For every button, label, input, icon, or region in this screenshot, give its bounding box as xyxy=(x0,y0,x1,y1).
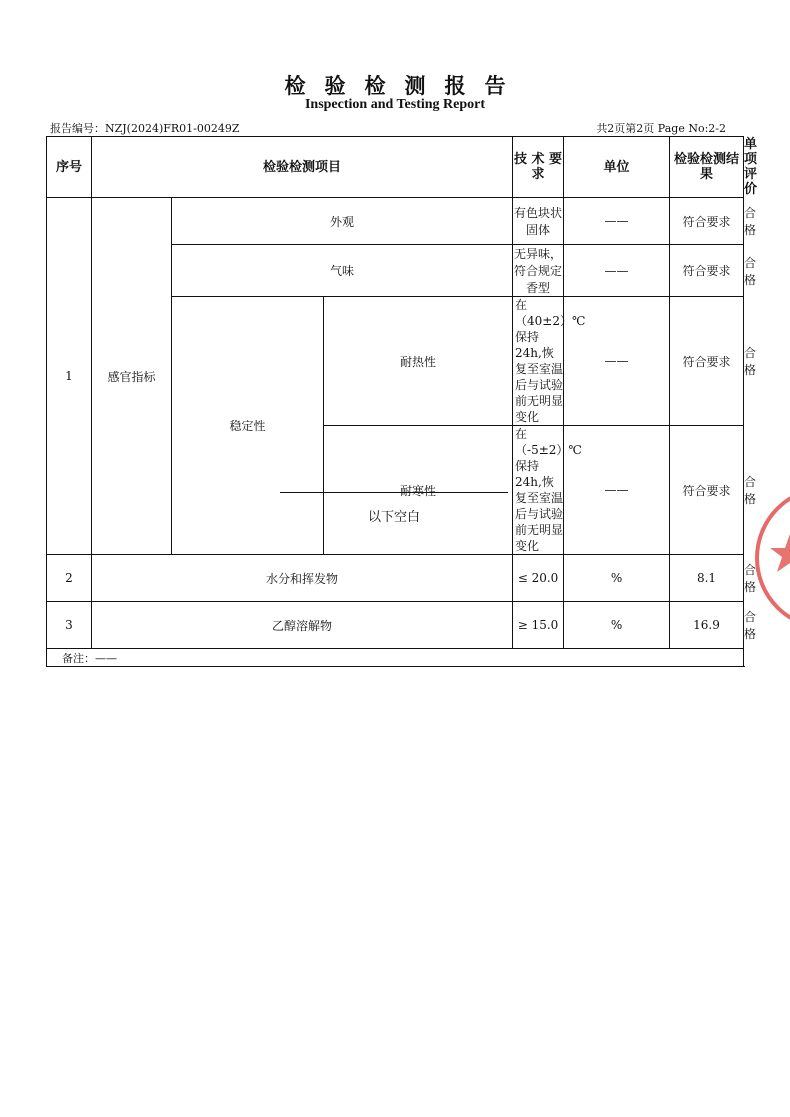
result-cell: 符合要求 xyxy=(670,426,744,555)
header-unit: 单位 xyxy=(564,137,670,198)
item-name: 乙醇溶解物 xyxy=(92,602,513,649)
stability-label: 稳定性 xyxy=(172,297,324,555)
results-table xyxy=(46,136,758,667)
report-number: 报告编号：NZJ(2024)FR01-00249Z xyxy=(50,122,240,135)
header-seq: 序号 xyxy=(47,137,92,198)
unit-cell: —— xyxy=(564,198,670,245)
header-result: 检验检测结果 xyxy=(670,137,744,198)
result-cell: 符合要求 xyxy=(670,198,744,245)
official-seal xyxy=(752,484,790,632)
row-seq: 1 xyxy=(47,198,92,555)
unit-cell: % xyxy=(564,602,670,649)
header-requirement: 技 术 要 求 xyxy=(513,137,564,198)
requirement-cell: ≤ 20.0 xyxy=(513,555,564,602)
page-info: 共2页第2页 Page No:2-2 xyxy=(596,122,726,135)
note-text: 备注：—— xyxy=(47,649,744,667)
item-name: 外观 xyxy=(172,198,513,245)
table-row: 耐寒性 在（-5±2）℃保持24h,恢复至室温后与试验前无明显变化 —— 符合要求 合格 xyxy=(47,426,744,555)
table-row: 气味 无异味，符合规定香型 —— 符合要求 合格 xyxy=(47,245,744,297)
report-title-en: Inspection and Testing Report xyxy=(304,97,486,112)
requirement-cell: 在（-5±2）℃保持24h,恢复至室温后与试验前无明显变化 xyxy=(513,426,564,555)
unit-cell: —— xyxy=(564,245,670,297)
table-row: 2 水分和挥发物 ≤ 20.0 % 8.1 合格 xyxy=(47,555,744,602)
blank-below-text: 以下空白 xyxy=(367,510,420,525)
item-name: 气味 xyxy=(172,245,513,297)
unit-cell: % xyxy=(564,555,670,602)
result-cell: 符合要求 xyxy=(670,297,744,426)
end-divider xyxy=(280,492,508,493)
table-row: 稳定性 耐热性 在（40±2）℃保持24h,恢复至室温后与试验前无明显变化 —— 符合要求 合格 xyxy=(47,297,744,426)
requirement-cell: 在（40±2）℃保持24h,恢复至室温后与试验前无明显变化 xyxy=(513,297,564,426)
unit-cell: —— xyxy=(564,426,670,555)
requirement-cell: 无异味，符合规定香型 xyxy=(513,245,564,297)
requirement-cell: 有色块状固体 xyxy=(513,198,564,245)
header-item: 检验检测项目 xyxy=(92,137,513,198)
result-cell: 符合要求 xyxy=(670,245,744,297)
report-title-cn: 检验检测报告 xyxy=(284,74,525,98)
item-name: 耐热性 xyxy=(324,297,513,426)
note-row xyxy=(47,649,744,667)
header-evaluation-line1: 单项 xyxy=(744,137,758,167)
item-name: 水分和挥发物 xyxy=(92,555,513,602)
unit-cell: —— xyxy=(564,297,670,426)
row-seq: 3 xyxy=(47,602,92,649)
result-cell: 16.9 xyxy=(670,602,744,649)
table-row: 1 感官指标 外观 有色块状固体 —— 符合要求 合格 xyxy=(47,198,744,245)
category-label: 感官指标 xyxy=(92,198,172,555)
table-header-row xyxy=(47,137,744,198)
header-evaluation-line2: 评价 xyxy=(744,167,758,197)
result-cell: 8.1 xyxy=(670,555,744,602)
row-seq: 2 xyxy=(47,555,92,602)
requirement-cell: ≥ 15.0 xyxy=(513,602,564,649)
item-name: 耐寒性 xyxy=(324,426,513,555)
table-row: 3 乙醇溶解物 ≥ 15.0 % 16.9 合格 xyxy=(47,602,744,649)
